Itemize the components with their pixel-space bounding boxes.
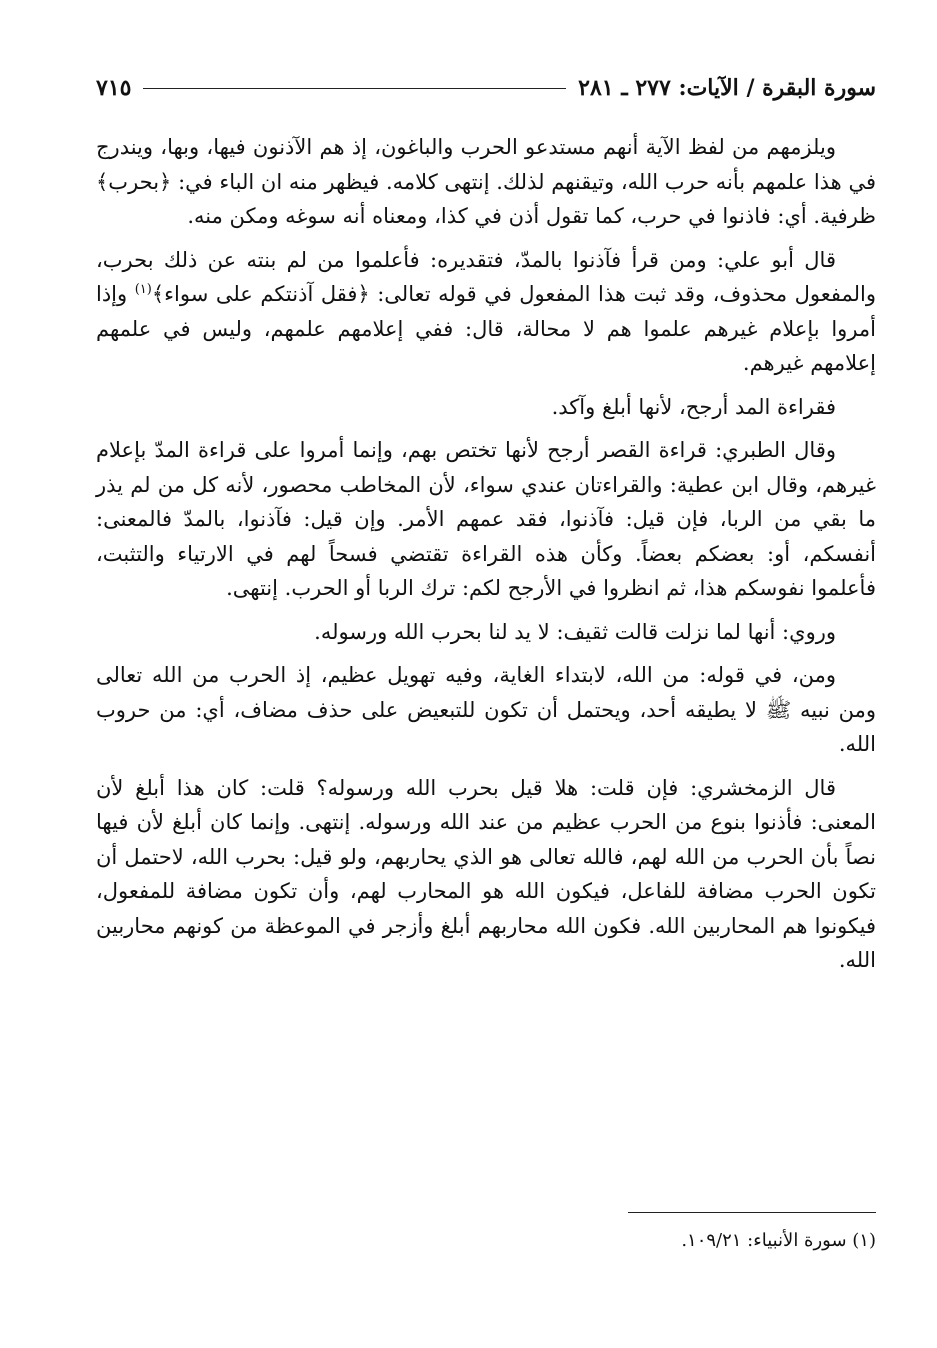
header-title: سورة البقرة / الآيات: ٢٧٧ ـ ٢٨١ bbox=[578, 75, 876, 101]
footnote bbox=[96, 1228, 876, 1254]
paragraph-text: وقال الطبري: قراءة القصر أرجح لأنها تختص بهم، وإنما أمروا على قراءة المدّ بإعلام غيرهم، وقال ابن عطية: والقراءتان عندي سواء، لأن المخاطب محصور، لأنه كل من لم يذر ما بقي من الربا، فإن قيل: فآذنوا، فقد عمهم الأمر. وإن قيل: فآذنوا، بالمدّ فالمعنى: أنفسكم، أو: بعضكم بعضاً. وكأن هذه القراءة تقتضي فسحاً لهم في الارتياء والتثبت، فأعلموا نفوسكم هذا، ثم انظروا في الأرجح لكم: ترك الربا أو الحرب. إنتهى. bbox=[96, 438, 876, 600]
footnote-reference: (١) bbox=[134, 282, 152, 297]
paragraph-text: ومن، في قوله: من الله، لابتداء الغاية، وفيه تهويل عظيم، إذ الحرب من الله تعالى ومن نبيه ﷺ لا يطيقه أحد، ويحتمل أن تكون للتبعيض على حذف مضاف، أي: من حروب الله. bbox=[96, 663, 876, 756]
page-body bbox=[96, 130, 876, 987]
paragraph bbox=[96, 433, 876, 606]
paragraph bbox=[96, 243, 876, 381]
footnote-text: (١) سورة الأنبياء: ١٠٩/٢١. bbox=[681, 1230, 876, 1251]
paragraph bbox=[96, 130, 876, 234]
paragraph-text: ويلزمهم من لفظ الآية أنهم مستدعو الحرب والباغون، إذ هم الآذنون فيها، وبها، ويندرج في هذا علمهم بأنه حرب الله، وتيقنهم لذلك. إنتهى كلامه. فيظهر منه ان الباء في: ﴿بحرب﴾ ظرفية. أي: فاذنوا في حرب، كما تقول أذن في كذا، ومعناه أنه سوغه ومكن منه. bbox=[96, 135, 877, 228]
paragraph bbox=[96, 771, 876, 978]
paragraph-text: وروي: أنها لما نزلت قالت ثقيف: لا يد لنا بحرب الله ورسوله. bbox=[314, 619, 836, 644]
footnote-separator bbox=[628, 1212, 876, 1213]
paragraph-text: فقراءة المد أرجح، لأنها أبلغ وآكد. bbox=[551, 394, 836, 419]
running-header bbox=[96, 70, 876, 106]
paragraph-text-continued: وإذا أمروا بإعلام غيرهم علموا هم لا محالة، قال: ففي إعلامهم علمهم، وليس في علمهم إعلامهم غيرهم. bbox=[96, 282, 876, 375]
paragraph bbox=[96, 658, 876, 762]
header-rule bbox=[143, 88, 566, 89]
paragraph bbox=[96, 615, 876, 650]
paragraph-text: قال الزمخشري: فإن قلت: هلا قيل بحرب الله ورسوله؟ قلت: كان هذا أبلغ لأن المعنى: فأذنوا بنوع من الحرب عظيم من عند الله ورسوله. إنتهى. وإنما كان أبلغ لأن فيها نصاً بأن الحرب من الله لهم، فالله تعالى هو الذي يحاربهم، ولو قيل: بحرب الله، لاحتمل أن تكون الحرب مضافة للفاعل، فيكون الله هو المحارب لهم، وأن تكون مضافة للمفعول، فيكونوا هم المحاربين الله. فكون الله محاربهم أبلغ وأزجر في الموعظة من كونهم محاربين الله. bbox=[96, 775, 876, 972]
page-number: ٧١٥ bbox=[96, 75, 132, 101]
paragraph-text: قال أبو علي: ومن قرأ فآذنوا بالمدّ، فتقديره: فأعلموا من لم بنته عن ذلك بحرب، والمفعول محذوف، وقد ثبت هذا المفعول في قوله تعالى: ﴿فقل آذنتكم على سواء﴾ bbox=[96, 247, 876, 306]
paragraph bbox=[96, 390, 876, 425]
